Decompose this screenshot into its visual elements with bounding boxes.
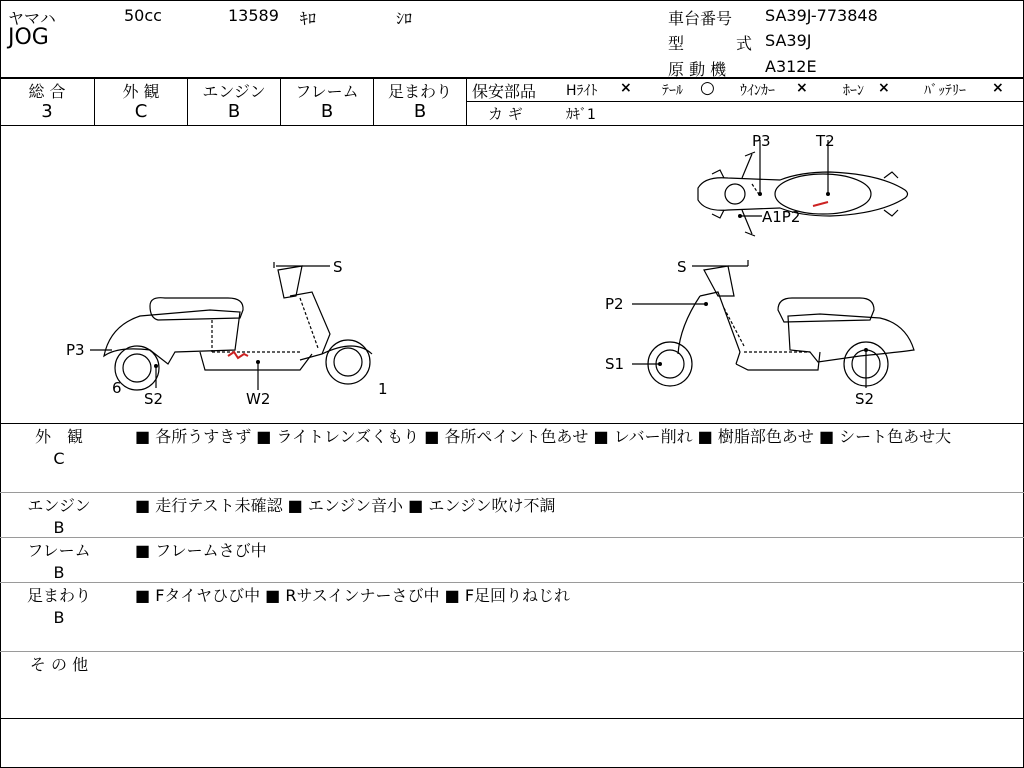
safety-item-winker: ｳｲﾝｶｰ [740,83,775,99]
safety-item-battery: ﾊﾞｯﾃﾘｰ [924,83,966,99]
model-name: JOG [8,25,49,50]
grade-label-engine: エンジン [202,82,266,101]
grade-overall: 3 [41,101,53,122]
label-top-t2: T2 [816,132,835,150]
section-engine-grade: B [53,518,65,537]
section-frame-grade: B [53,563,65,582]
mileage: 13589 [228,6,279,25]
frame-no-label: 車台番号 [668,9,733,28]
label-right-s: S [677,258,687,276]
section-suspension-grade: B [53,608,65,627]
key-value: ｶｷﾞ1 [566,107,596,123]
damage-mark-left [228,352,248,358]
safety-item-tail: ﾃｰﾙ [662,83,683,99]
left-view-scooter [90,262,372,390]
divider [0,582,1024,583]
divider [0,718,1024,719]
divider [0,423,1024,424]
safety-item-headlight: Hﾗｲﾄ [566,83,598,99]
grade-label-suspension: 足まわり [387,82,452,101]
label-left-1: 1 [378,380,388,398]
label-left-6: 6 [112,379,122,397]
grade-label-frame: フレーム [295,82,359,101]
safety-mark-winker: × [796,80,808,96]
section-suspension-label: 足まわり [26,586,91,605]
divider [0,651,1024,652]
engine-label: 原 動 機 [668,60,727,79]
section-exterior-grade: C [53,449,65,468]
safety-mark-headlight: × [620,80,632,96]
body-color: ｼﾛ [396,9,413,28]
divider [467,101,1024,102]
frame-no: SA39J-773848 [765,6,878,25]
safety-mark-horn: × [878,80,890,96]
mileage-unit: ｷﾛ [300,9,317,28]
type-value: SA39J [765,31,812,50]
safety-mark-battery: × [992,80,1004,96]
label-left-w2: W2 [246,390,271,408]
label-right-s1: S1 [605,355,625,373]
label-top-a1p2: A1P2 [762,208,801,226]
section-frame-text: ■ フレームさび中 [135,541,267,560]
section-exterior-text: ■ 各所うすきず ■ ライトレンズくもり ■ 各所ペイント色あせ ■ レバー削れ ■ 樹脂部色あせ ■ シート色あせ大 [135,427,952,446]
maker: ヤマハ [8,9,56,28]
section-other-label: そ の 他 [29,655,89,674]
type-label-1: 型 [668,34,685,53]
label-right-p2: P2 [605,295,624,313]
section-engine-label: エンジン [27,496,91,515]
engine-value: A312E [765,57,817,76]
grade-frame: B [320,101,334,122]
label-left-p3: P3 [66,341,85,359]
safety-label: 保安部品 [472,82,537,101]
key-label: カ ギ [488,105,523,123]
top-view-scooter [698,140,908,236]
section-frame-label: フレーム [27,541,91,560]
divider [0,492,1024,493]
safety-mark-tail: ○ [700,78,715,98]
grade-engine: B [227,101,241,122]
displacement: 50cc [124,6,162,25]
type-label-2: 式 [736,34,753,53]
grade-exterior: C [134,101,148,122]
grade-suspension: B [413,101,427,122]
section-engine-text: ■ 走行テスト未確認 ■ エンジン音小 ■ エンジン吹け不調 [135,496,556,515]
damage-diagram [0,126,1024,424]
label-right-s2: S2 [855,390,875,408]
safety-item-horn: ﾎｰﾝ [843,83,864,99]
label-top-p3: P3 [752,132,771,150]
label-left-s2: S2 [144,390,164,408]
divider [0,537,1024,538]
grade-label-exterior: 外 観 [122,82,160,101]
damage-mark-top [813,202,828,206]
grade-label-overall: 総 合 [28,82,66,101]
right-view-scooter [632,260,914,388]
section-suspension-text: ■ Fタイヤひび中 ■ Rサスインナーさび中 ■ F足回りねじれ [135,586,571,605]
label-left-s: S [333,258,343,276]
section-exterior-label: 外 観 [34,427,83,446]
